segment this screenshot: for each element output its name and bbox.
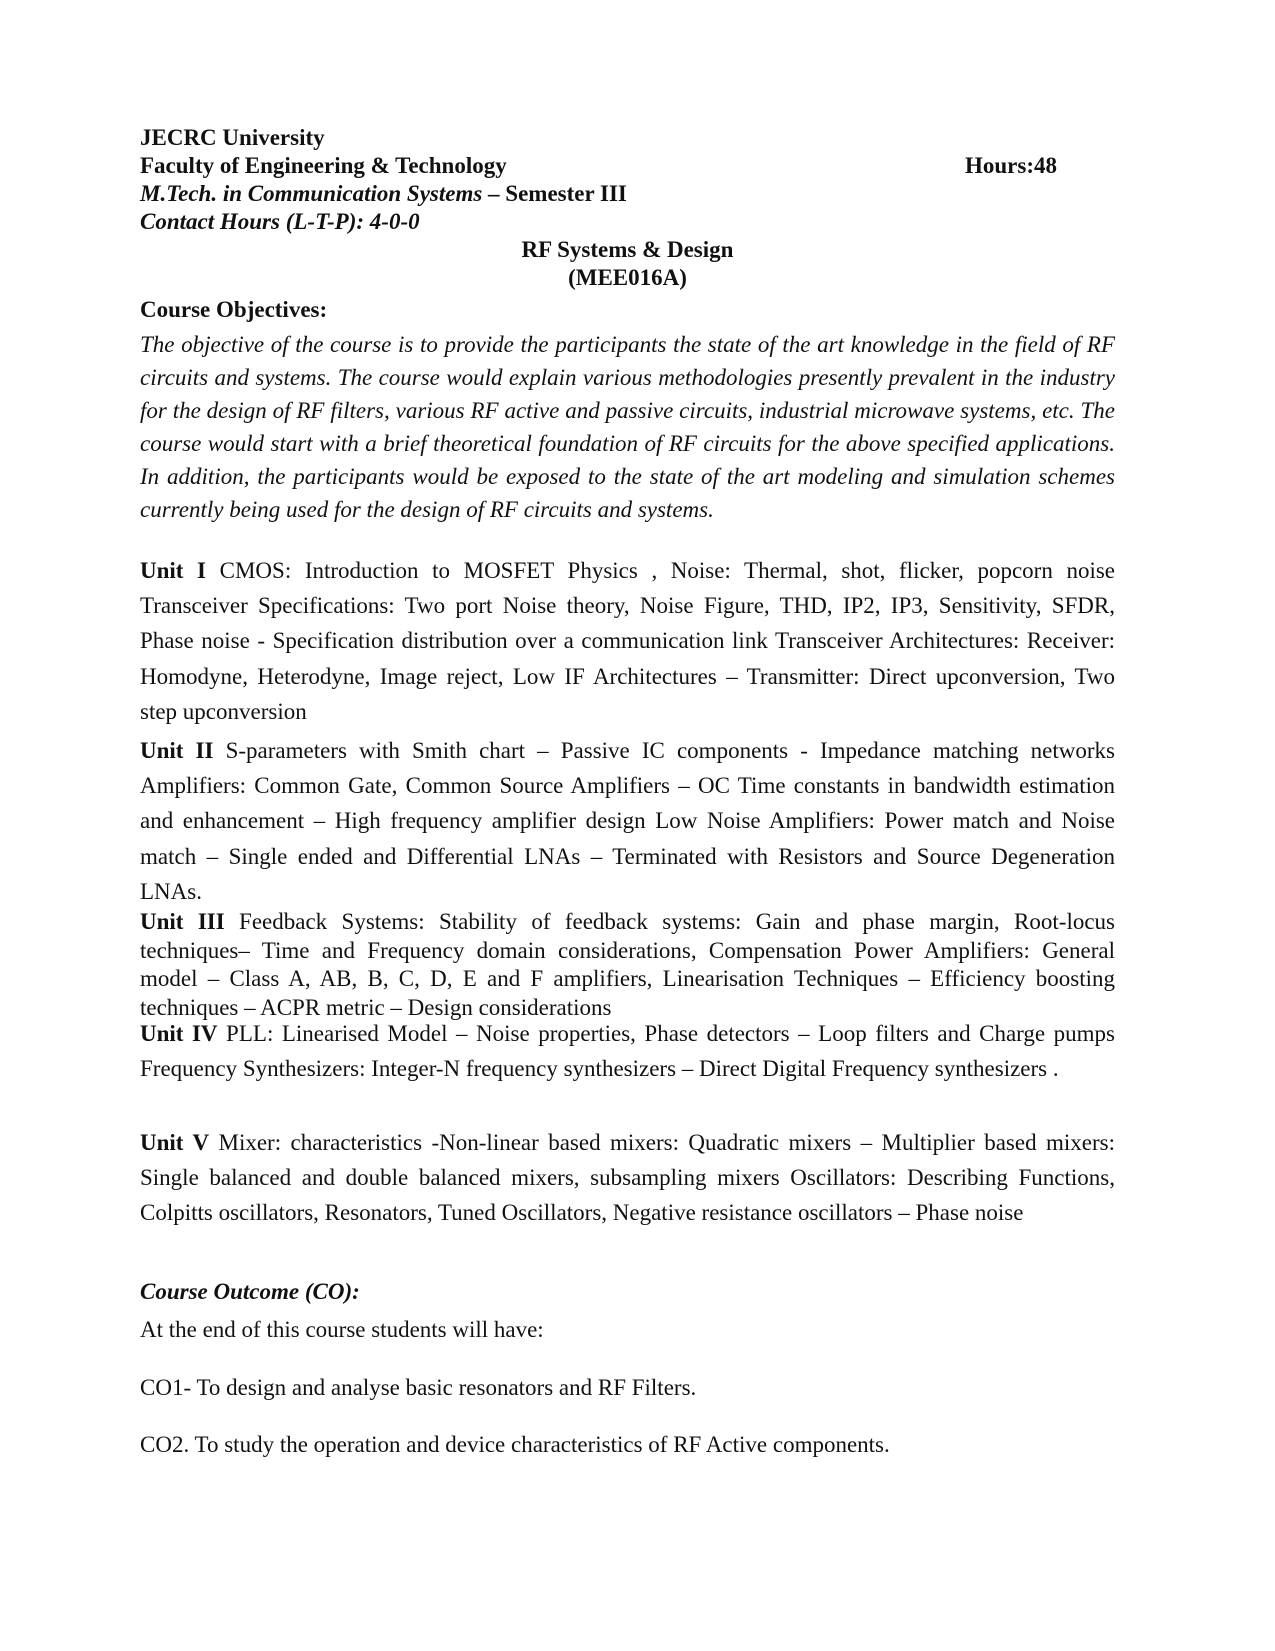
program-name: M.Tech. in Communication Systems: [140, 181, 483, 206]
unit-text: Mixer: characteristics -Non-linear based mixers: Quadratic mixers – Multiplier based mixers: Single balanced and double balanced mixers, subsampling mixers Oscillators: Describing Functions, Colpitts oscillators, Resonators, Tuned Oscillators, Negative resistance oscillators – Phase noise: [140, 1130, 1115, 1226]
objectives-text: The objective of the course is to provide the participants the state of the art knowledge in the field of RF circuits and systems. The course would explain various methodologies presently prevalent in the industry for the design of RF filters, various RF active and passive circuits, industrial microwave systems, etc. The course would start with a brief theoretical foundation of RF circuits for the above specified applications. In addition, the participants would be exposed to the state of the art modeling and simulation schemes currently being used for the design of RF circuits and systems.: [140, 332, 1115, 522]
unit-3: [140, 908, 1115, 1022]
unit-text: PLL: Linearised Model – Noise properties, Phase detectors – Loop filters and Charge pumps Frequency Synthesizers: Integer-N frequency synthesizers – Direct Digital Frequency synthesizers .: [140, 1021, 1115, 1082]
outcome-item: CO2. To study the operation and device characteristics of RF Active components.: [140, 1432, 890, 1457]
outcome-item: CO1- To design and analyse basic resonators and RF Filters.: [140, 1375, 697, 1400]
unit-label: Unit II: [140, 738, 214, 763]
unit-text: Feedback Systems: Stability of feedback systems: Gain and phase margin, Root-locus techniques– Time and Frequency domain considerations, Compensation Power Amplifiers: General model – Class A, AB, B, C, D, E and F amplifiers, Linearisation Techniques – Efficiency boosting techniques – ACPR metric – Design considerations: [140, 909, 1115, 1020]
faculty-name: Faculty of Engineering & Technology: [140, 153, 507, 178]
unit-5: [140, 1125, 1115, 1231]
contact-hours: Contact Hours (L-T-P): 4-0-0: [140, 209, 420, 234]
course-title: RF Systems & Design: [521, 237, 734, 262]
unit-text: S-parameters with Smith chart – Passive IC components - Impedance matching networks Amplifiers: Common Gate, Common Source Amplifiers – OC Time constants in bandwidth estimation and enhancement – High frequency amplifier design Low Noise Amplifiers: Power match and Noise match – Single ended and Differential LNAs – Terminated with Resistors and Source Degeneration LNAs.: [140, 738, 1116, 904]
unit-2: [140, 733, 1115, 909]
unit-label: Unit IV: [140, 1021, 218, 1046]
unit-label: Unit I: [140, 558, 207, 583]
unit-label: Unit III: [140, 909, 225, 934]
objectives-heading: Course Objectives:: [140, 297, 328, 322]
outcomes-intro: At the end of this course students will have:: [140, 1317, 544, 1342]
university-name: JECRC University: [140, 125, 325, 150]
course-code: (MEE016A): [568, 265, 687, 290]
semester-label: – Semester III: [482, 181, 627, 206]
unit-1: [140, 553, 1115, 729]
unit-label: Unit V: [140, 1130, 210, 1155]
hours-label: Hours:48: [965, 153, 1057, 178]
unit-text: CMOS: Introduction to MOSFET Physics , Noise: Thermal, shot, flicker, popcorn noise Transceiver Specifications: Two port Noise theory, Noise Figure, THD, IP2, IP3, Sensitivity, SFDR, Phase noise - Specification distribution over a communication link Transceiver Architectures: Receiver: Homodyne, Heterodyne, Image reject, Low IF Architectures – Transmitter: Direct upconversion, Two step upconversion: [140, 558, 1115, 724]
program-line: [140, 180, 627, 208]
outcomes-heading: Course Outcome (CO):: [140, 1279, 360, 1304]
unit-4: [140, 1016, 1115, 1086]
